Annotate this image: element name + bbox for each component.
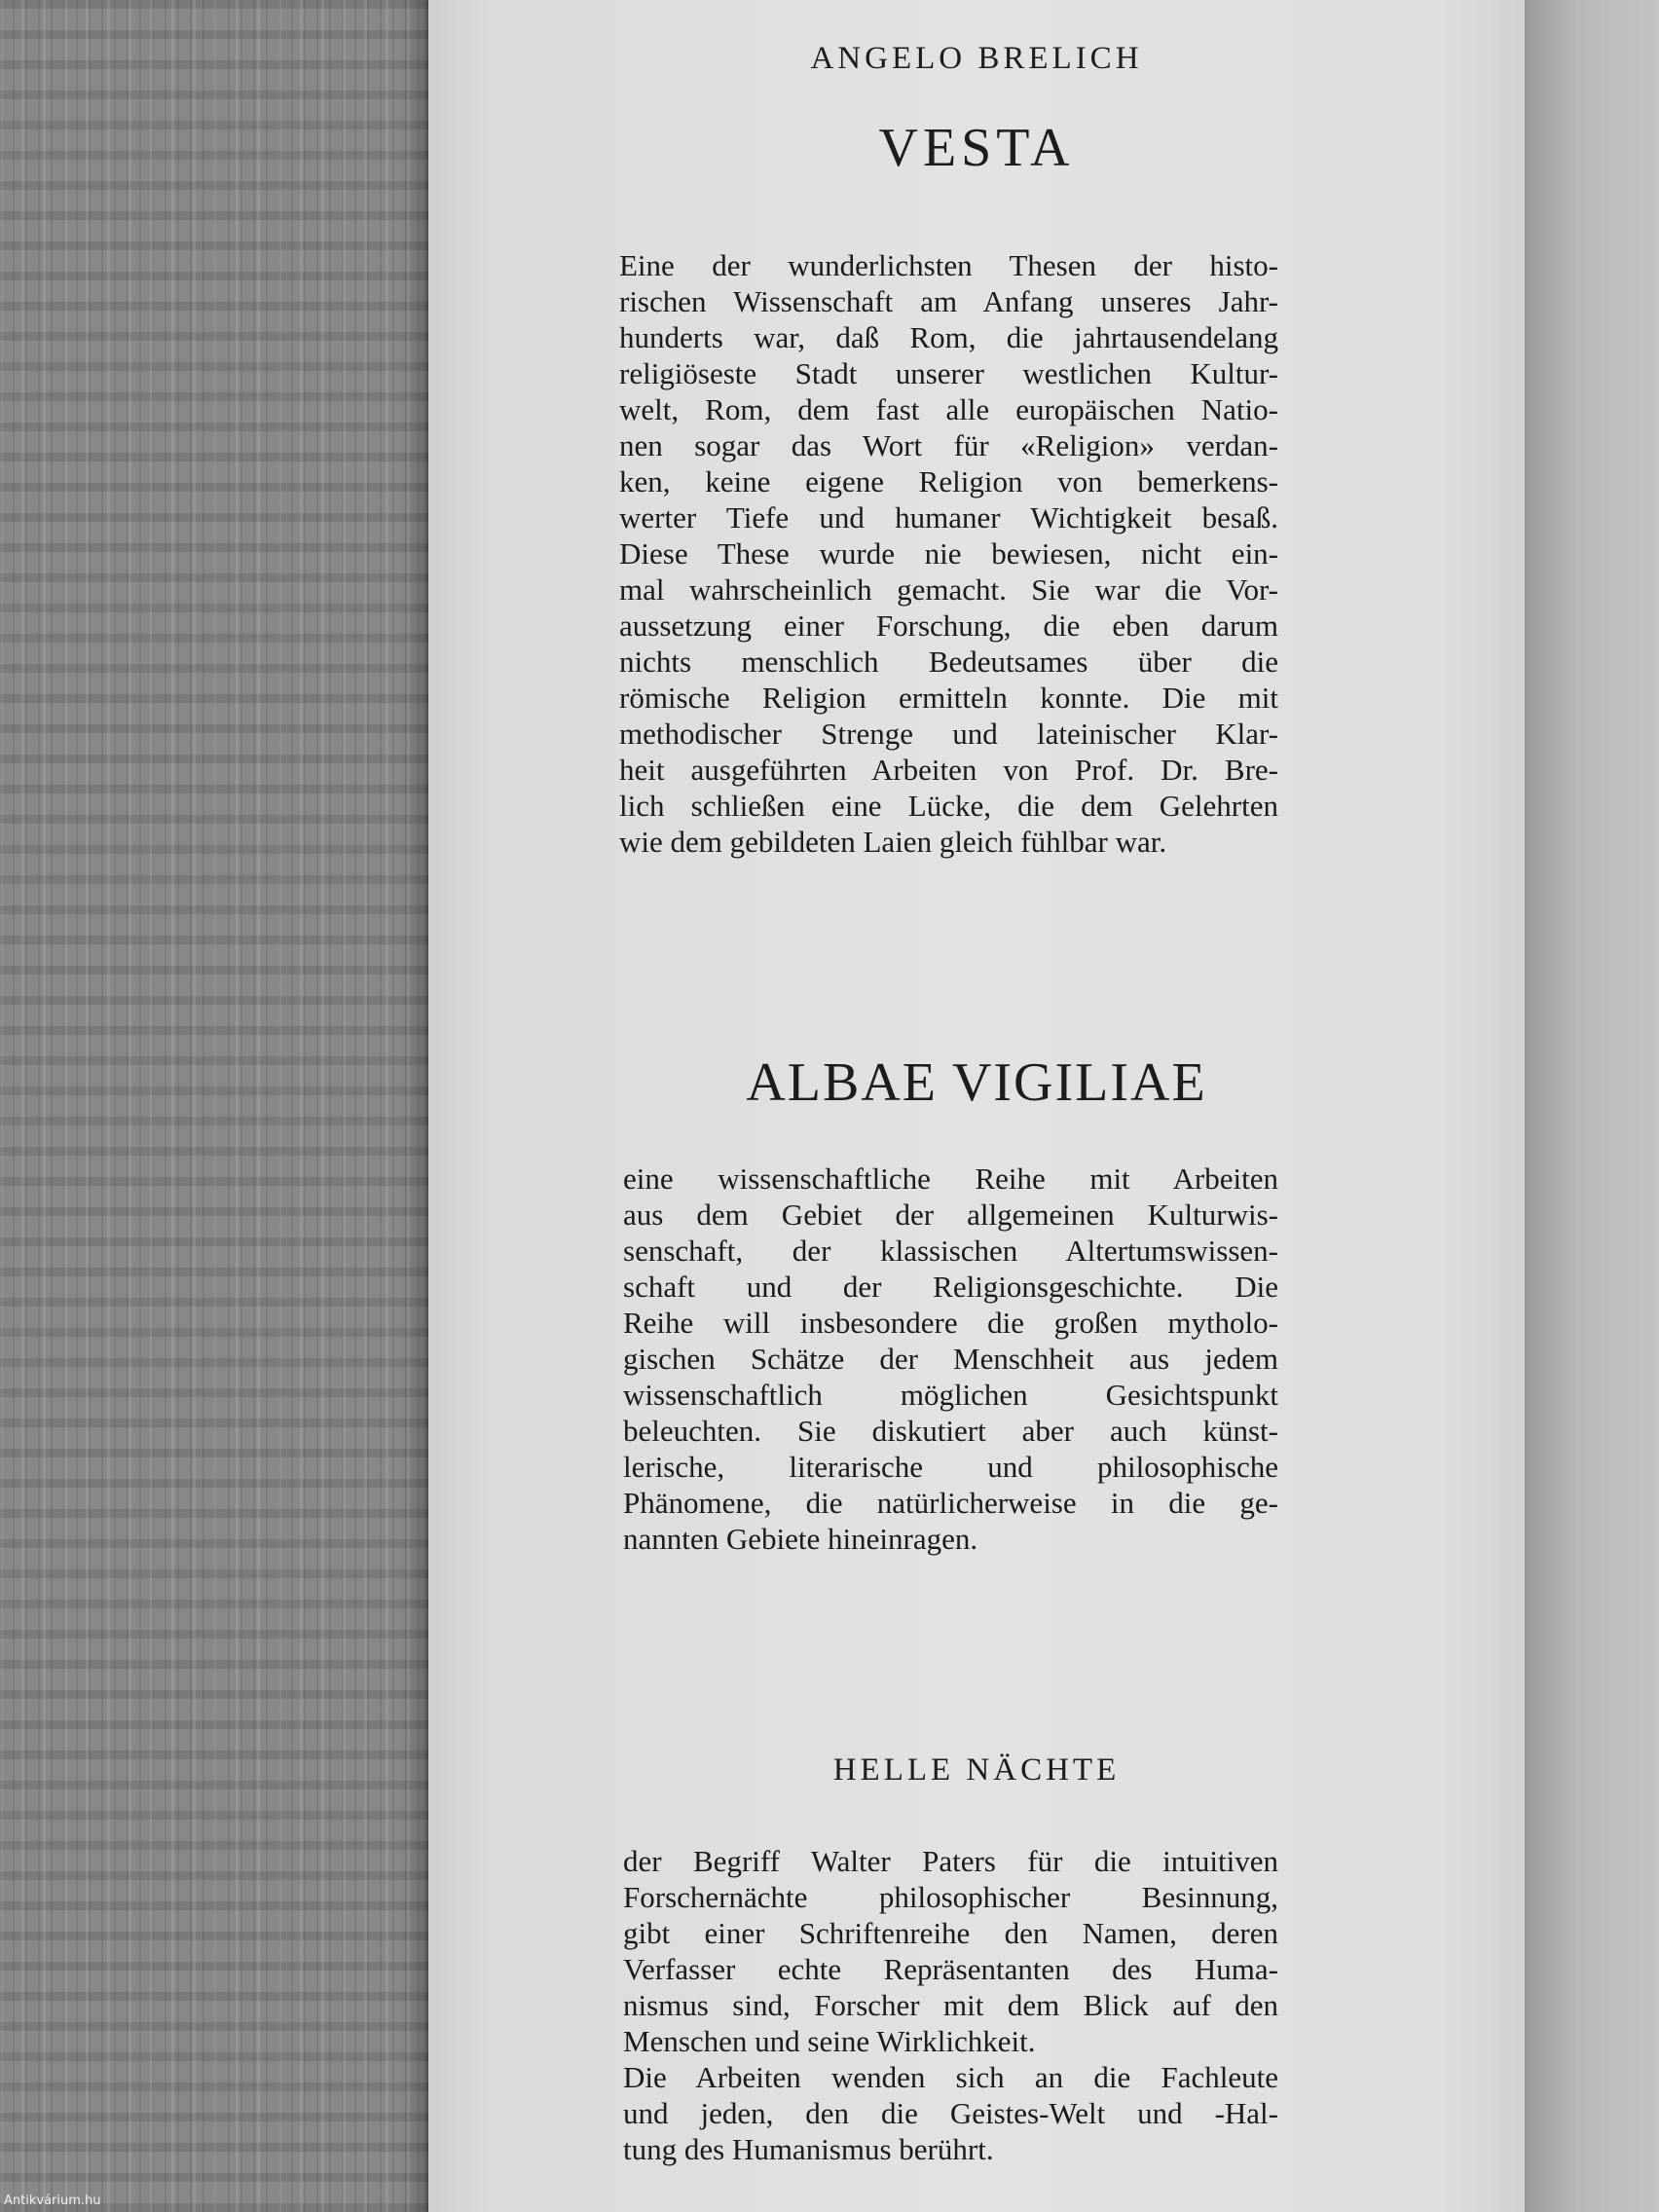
- text-line: nannten Gebiete hineinragen.: [623, 1522, 978, 1556]
- text-line: römische Religion ermitteln konnte. Die mit: [619, 681, 1278, 715]
- author-name: ANGELO BRELICH: [810, 41, 1143, 76]
- text-line: methodischer Strenge und lateinischer Klar-: [619, 717, 1278, 751]
- text-line: mal wahrscheinlich gemacht. Sie war die Vor-: [619, 572, 1278, 607]
- text-line: und jeden, den die Geistes-Welt und -Hal-: [623, 2096, 1278, 2130]
- book-title: VESTA: [878, 118, 1075, 178]
- series-title: ALBAE VIGILIAE: [746, 1052, 1207, 1113]
- watermark: Antikvárium.hu: [4, 2194, 101, 2208]
- text-line: aussetzung einer Forschung, die eben darum: [619, 608, 1278, 643]
- text-line: Diese These wurde nie bewiesen, nicht ein-: [619, 536, 1278, 571]
- text-line: Verfasser echte Repräsentanten des Huma-: [623, 1952, 1278, 1986]
- text-line: Forschernächte philosophischer Besinnung,: [623, 1880, 1278, 1914]
- text-line: Die Arbeiten wenden sich an die Fachleute: [623, 2060, 1278, 2094]
- text-line: religiöseste Stadt unserer westlichen Kultur-: [619, 356, 1278, 390]
- background-board: [0, 0, 433, 2212]
- text-line: nismus sind, Forscher mit dem Blick auf den: [623, 1988, 1278, 2022]
- text-line: Eine der wunderlichsten Thesen der histo-: [619, 248, 1278, 282]
- text-line: hunderts war, daß Rom, die jahrtausendelang: [619, 320, 1278, 354]
- text-line: ken, keine eigene Religion von bemerkens-: [619, 464, 1278, 498]
- text-line: nen sogar das Wort für «Religion» verdan-: [619, 428, 1278, 462]
- series-subtitle: HELLE NÄCHTE: [832, 1752, 1121, 1788]
- text-line: lerische, literarische und philosophische: [623, 1450, 1278, 1484]
- text-line: Menschen und seine Wirklichkeit.: [623, 2024, 1036, 2058]
- text-line: gibt einer Schriftenreihe den Namen, deren: [623, 1916, 1278, 1950]
- vesta-description: [619, 247, 1278, 860]
- text-line: lich schließen eine Lücke, die dem Gelehrten: [619, 789, 1278, 823]
- text-line: werter Tiefe und humaner Wichtigkeit besaß.: [619, 500, 1278, 535]
- text-line: eine wissenschaftliche Reihe mit Arbeiten: [623, 1161, 1278, 1196]
- text-line: Phänomene, die natürlicherweise in die ge-: [623, 1486, 1278, 1520]
- text-line: wie dem gebildeten Laien gleich fühlbar war.: [619, 825, 1167, 859]
- text-line: welt, Rom, dem fast alle europäischen Natio-: [619, 392, 1278, 426]
- text-line: gischen Schätze der Menschheit aus jedem: [623, 1342, 1278, 1376]
- text-line: rischen Wissenschaft am Anfang unseres Jahr-: [619, 284, 1278, 318]
- text-line: senschaft, der klassischen Altertumswissen-: [623, 1234, 1278, 1268]
- helle-naechte-description: [623, 1843, 1278, 2167]
- text-line: Reihe will insbesondere die großen mytholo-: [623, 1306, 1278, 1340]
- text-line: wissenschaftlich möglichen Gesichtspunkt: [623, 1378, 1278, 1412]
- text-line: nichts menschlich Bedeutsames über die: [619, 645, 1278, 679]
- text-line: schaft und der Religionsgeschichte. Die: [623, 1270, 1278, 1304]
- printed-sheet: [428, 0, 1525, 2212]
- text-line: heit ausgeführten Arbeiten von Prof. Dr. Bre-: [619, 753, 1278, 787]
- background-right: [1525, 0, 1659, 2212]
- series-description: [623, 1161, 1278, 1557]
- text-line: beleuchten. Sie diskutiert aber auch künst-: [623, 1414, 1278, 1448]
- text-line: der Begriff Walter Paters für die intuitiven: [623, 1844, 1278, 1878]
- text-line: aus dem Gebiet der allgemeinen Kulturwis-: [623, 1198, 1278, 1232]
- text-line: tung des Humanismus berührt.: [623, 2132, 994, 2166]
